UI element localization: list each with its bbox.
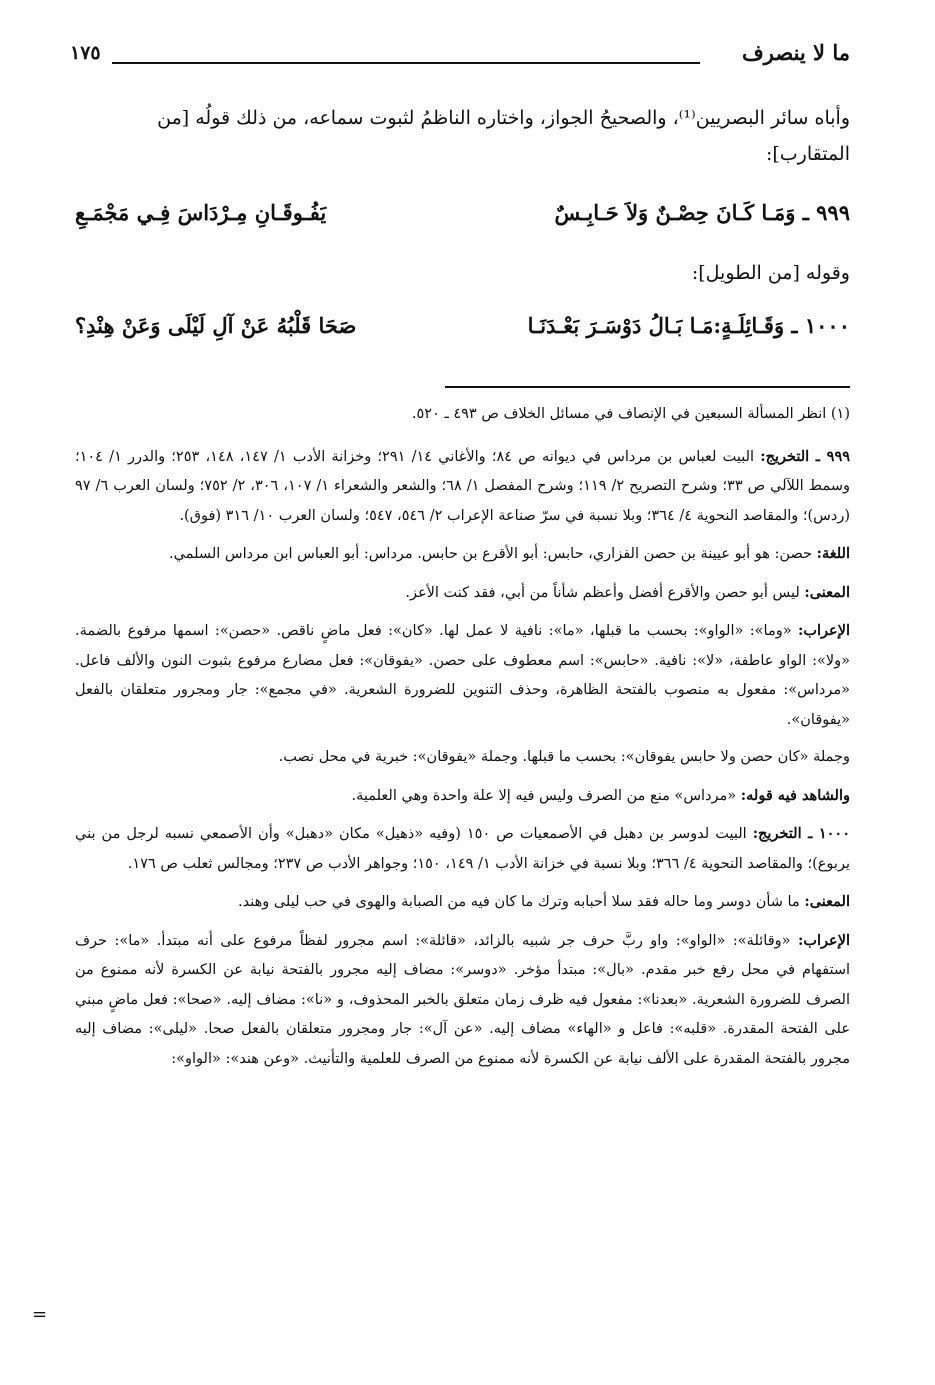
- note-label: المعنى:: [804, 583, 850, 601]
- running-title: ما لا ينصرف: [742, 40, 850, 65]
- note-999-irab: [75, 616, 850, 735]
- note-999-jumla: وجملة «كان حصن ولا حابس يفوقان»: بحسب ما قبلها. وجملة «يفوقان»: خبرية في محل نصب.: [278, 749, 850, 765]
- note-1000-irab: [75, 926, 850, 1075]
- note-label: ١٠٠٠ ـ التخريج:: [752, 825, 850, 842]
- note-text: البيت لعباس بن مرداس في ديوانه ص ٨٤؛ والأغاني ١٤/ ٢٩١؛ وخزانة الأدب ١/ ١٤٧، ١٤٨، ٢٥٣؛ والدرر ١/ ١٠٤؛ وسمط اللآلي ص ٣٣؛ وشرح التصريح ٢/ ١١٩؛ وشرح المفصل ١/ ٦٨؛ والشعر والشعراء ١/ ١٠٧، ٣٠٦، ٢/ ٧٥٢؛ ولسان العرب ٦/ ٩٧ (ردس)؛ والمقاصد النحوية ٤/ ٣٦٤؛ وبلا نسبة في سرّ صناعة الإعراب ٢/ ٥٤٦، ٥٤٧؛ ولسان العرب ١٠/ ٣١٦ (فوق).: [75, 448, 850, 524]
- note-1000-maana: [75, 887, 850, 918]
- note-text: «مرداس» منع من الصرف وليس فيه إلا علة واحدة وهي العلمية.: [351, 787, 737, 804]
- notes-section: [75, 400, 850, 1082]
- page-number: ١٧٥: [70, 42, 101, 64]
- note-text: ما شأن دوسر وما حاله فقد سلا أحبابه وترك ما كان فيه من الصبابة والهوى في حب ليلى وهند.: [237, 894, 800, 910]
- header-rule: [112, 62, 700, 64]
- verse-1000-second-hemistich: صَحَا قَلْبُهُ عَنْ آلِ لَيْلَى وَعَنْ هِنْدِ؟: [75, 313, 357, 338]
- verse-1000-first-hemistich: [528, 313, 850, 338]
- note-text: «وقائلة»: «الواو»: واو ربَّ حرف جر شبيه بالزائد، «قائلة»: اسم مجرور لفظاً مرفوع على أنه مبتدأ. «ما»: حرف استفهام في محل رفع خبر مقدم. «بال»: مبتدأ مؤخر. «دوسر»: مضاف إليه مجرور بالفتحة نيابة عن الكسرة لأنه ممنوع من الصرف للضرورة الشعرية. «بعدنا»: مفعول فيه ظرف زمان متعلق بالخبر المحذوف، و «نا»: مضاف إليه. «صحا»: فعل ماضٍ مبني على الفتحة المقدرة. «قلبه»: فاعل و «الهاء» مضاف إليه. «عن آل»: جار ومجرور متعلقان بالفعل صحا. «ليلى»: مضاف إليه مجرور بالفتحة المقدرة على الألف نيابة عن الكسرة لأنه ممنوع من الصرف للعلمية والتأنيث. «وعن هند»: «الواو»:: [75, 932, 850, 1067]
- note-label: اللغة:: [816, 545, 850, 562]
- verse-1000: [75, 313, 850, 357]
- note-label: الإعراب:: [798, 931, 850, 949]
- verse-999: [75, 200, 850, 244]
- footnote-rule: [445, 386, 850, 388]
- note-label: الإعراب:: [798, 622, 850, 639]
- note-1000-takhrij: [75, 819, 850, 879]
- note-999-takhrij: [75, 442, 850, 532]
- verse-1000-first-text: وَقَـائِلَـةٍ:مَـا بَـالُ دَوْسَـرَ بَعْـدَنَـا: [527, 313, 785, 338]
- verse-999-second-hemistich: يَفُـوقَـانِ مِـرْدَاسَ فِـي مَجْمَـعِ: [75, 200, 327, 225]
- note-label: والشاهد فيه قوله:: [740, 786, 850, 804]
- verse-1000-intro: وقوله [من الطويل]:: [691, 262, 850, 284]
- page-header: [70, 40, 850, 76]
- footnote-1: (١) انظر المسألة السبعين في الإنصاف في مسائل الخلاف ص ٤٩٣ ـ ٥٢٠.: [411, 406, 850, 422]
- note-label: المعنى:: [804, 893, 850, 910]
- verse-999-first-hemistich: [554, 200, 850, 225]
- note-999-lugha: [75, 539, 850, 570]
- note-text: ليس أبو حصن والأقرع أفضل وأعظم شأناً من أبي، فقد كنت الأعز.: [405, 584, 800, 601]
- note-text: «وما»: «الواو»: بحسب ما قبلها، «ما»: نافية لا عمل لها. «كان»: فعل ماضٍ ناقص. «حصن»: اسمها مرفوع بالضمة. «ولا»: الواو عاطفة، «لا»: نافية. «حابس»: اسم معطوف على حصن. «يفوقان»: فعل مضارع مرفوع بثبوت النون والألف فاعل. «مرداس»: مفعول به منصوب بالفتحة الظاهرة، وحذف التنوين للضرورة الشعرية. «في مجمع»: جار ومجرور متعلقان بالفعل «يفوقان».: [75, 623, 850, 728]
- continuation-mark: =: [32, 1304, 48, 1325]
- note-text: البيت لدوسر بن دهبل في الأصمعيات ص ١٥٠ (وفيه «ذهيل» مكان «دهبل» وأن الأصمعي نسبه لرجل من بني يربوع)؛ والمقاصد النحوية ٤/ ٣٦٦؛ وبلا نسبة في خزانة الأدب ١/ ١٤٩، ١٥٠؛ وجواهر الأدب ص ٢٣٧؛ ومجالس ثعلب ص ١٧٦.: [75, 826, 850, 872]
- note-label: ٩٩٩ ـ التخريج:: [760, 447, 851, 465]
- verse-999-first-text: وَمَـا كَـانَ حِصْـنٌ وَلاَ حَـابِـسٌ: [554, 200, 796, 225]
- verse-1000-number: ١٠٠٠ ـ: [791, 313, 850, 338]
- main-paragraph: وأباه سائر البصريين⁽¹⁾، والصحيحُ الجواز، واختاره الناظمُ لثبوت سماعه، من ذلك قولُه [من المتقارب]:: [157, 107, 850, 165]
- note-text: حصن: هو أبو عيينة بن حصن الفزاري، حابس: أبو الأقرع بن حابس. مرداس: أبو العباس ابن مرداس السلمي.: [169, 546, 813, 562]
- main-text: [75, 100, 850, 172]
- note-999-maana: [75, 578, 850, 609]
- note-999-shahid: [75, 781, 850, 812]
- verse-999-number: ٩٩٩ ـ: [802, 200, 850, 225]
